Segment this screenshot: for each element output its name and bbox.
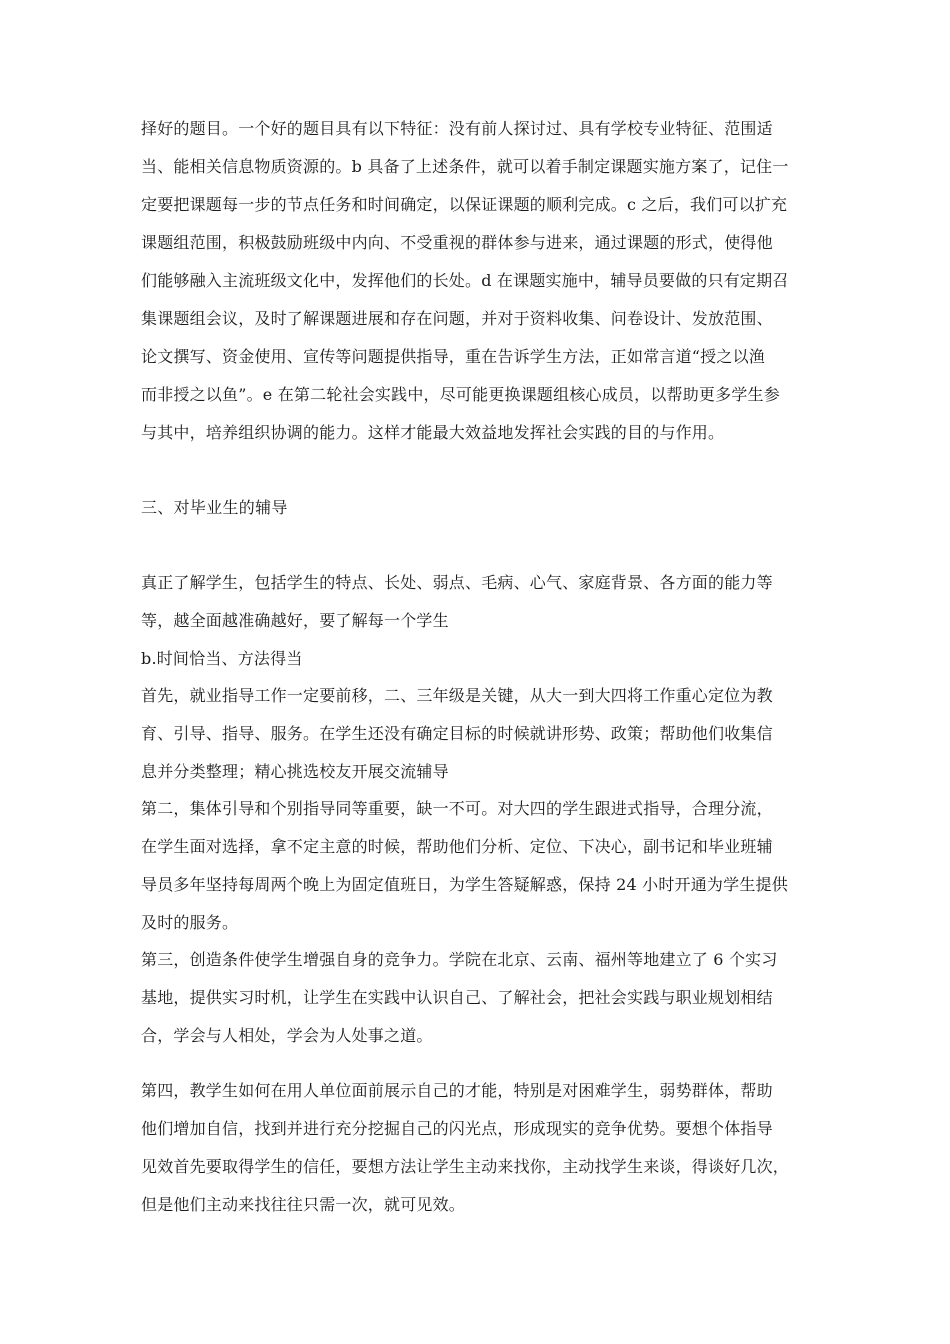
text-line: 等，越全面越准确越好，要了解每一个学生 (141, 611, 449, 630)
text-line: 合，学会与人相处，学会为人处事之道。 (141, 1026, 433, 1045)
text-line: 育、引导、指导、服务。在学生还没有确定目标的时候就讲形势、政策；帮助他们收集信 (141, 724, 773, 743)
text-line: 基地，提供实习时机，让学生在实践中认识自己、了解社会，把社会实践与职业规划相结 (141, 988, 773, 1007)
text-line: 论文撰写、资金使用、宣传等问题提供指导，重在告诉学生方法，正如常言道“授之以渔 (141, 347, 765, 366)
text-line: 及时的服务。 (141, 913, 239, 932)
text-line: 第二，集体引导和个别指导同等重要，缺一不可。对大四的学生跟进式指导，合理分流， (141, 799, 773, 818)
text-line: 导员多年坚持每周两个晚上为固定值班日，为学生答疑解惑，保持 24 小时开通为学生提供 (141, 875, 788, 894)
text-line: 但是他们主动来找往往只需一次，就可见效。 (141, 1195, 466, 1214)
text-line: 定要把课题每一步的节点任务和时间确定，以保证课题的顺利完成。c 之后，我们可以扩充 (141, 195, 788, 214)
section-heading: 三、对毕业生的辅导 (141, 498, 288, 517)
text-line: 第三，创造条件使学生增强自身的竞争力。学院在北京、云南、福州等地建立了 6 个实习 (141, 950, 778, 969)
text-line: 而非授之以鱼”。e 在第二轮社会实践中，尽可能更换课题组核心成员，以帮助更多学生参 (141, 385, 780, 404)
text-line: 们能够融入主流班级文化中，发挥他们的长处。d 在课题实施中，辅导员要做的只有定期召 (141, 271, 789, 290)
text-line: 见效首先要取得学生的信任，要想方法让学生主动来找你，主动找学生来谈，得谈好几次， (141, 1157, 790, 1176)
text-line: 第四，教学生如何在用人单位面前展示自己的才能，特别是对困难学生，弱势群体，帮助 (141, 1081, 773, 1100)
text-line: 首先，就业指导工作一定要前移，二、三年级是关键，从大一到大四将工作重心定位为教 (141, 686, 773, 705)
text-line: 与其中，培养组织协调的能力。这样才能最大效益地发挥社会实践的目的与作用。 (141, 423, 725, 442)
text-line: 当、能相关信息物质资源的。b 具备了上述条件，就可以着手制定课题实施方案了，记住一 (141, 157, 789, 176)
text-line: 集课题组会议，及时了解课题进展和存在问题，并对于资料收集、问卷设计、发放范围、 (141, 309, 773, 328)
text-line: 在学生面对选择，拿不定主意的时候，帮助他们分析、定位、下决心，副书记和毕业班辅 (141, 837, 773, 856)
subheading-b: b.时间恰当、方法得当 (141, 649, 303, 668)
text-line: 他们增加自信，找到并进行充分挖掘自己的闪光点，形成现实的竞争优势。要想个体指导 (141, 1119, 773, 1138)
text-line: 择好的题目。一个好的题目具有以下特征：没有前人探讨过、具有学校专业特征、范围适 (141, 119, 773, 138)
text-line: 真正了解学生，包括学生的特点、长处、弱点、毛病、心气、家庭背景、各方面的能力等 (141, 573, 773, 592)
text-line: 息并分类整理；精心挑选校友开展交流辅导 (141, 762, 449, 781)
text-line: 课题组范围，积极鼓励班级中内向、不受重视的群体参与进来，通过课题的形式，使得他 (141, 233, 773, 252)
